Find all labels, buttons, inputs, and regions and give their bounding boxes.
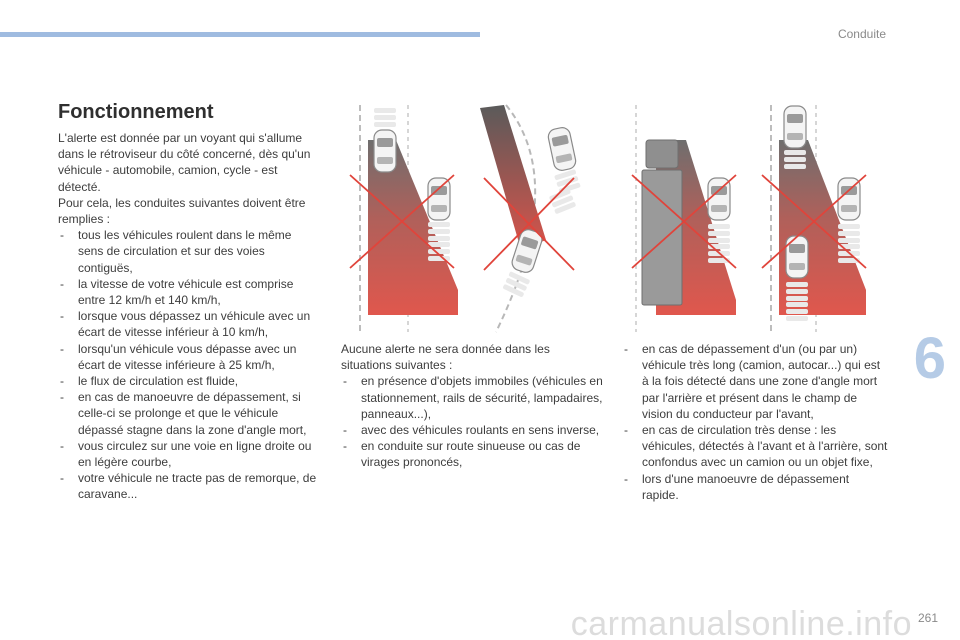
list-item: - en cas de dépassement d'un (ou par un) véhicule très long (camion, autocar...) qui est à la fois détecté dans une zone d'angle mort par l'arrière et présent dans le champ de vision du conducteur par l'avant, [622, 341, 888, 422]
blind-spot-illustrations [346, 100, 886, 335]
chapter-number: 6 [913, 326, 946, 391]
list-item: - en cas de manoeuvre de dépassement, si celle-ci se prolonge et que le véhicule dépassé stagne dans la zone d'angle mort, [58, 389, 320, 438]
column-no-alert-continued [622, 341, 888, 503]
scene-sinuous-road [480, 105, 581, 332]
list-item: - en conduite sur route sinueuse ou cas de virages prononcés, [341, 438, 603, 470]
list-item: - la vitesse de votre véhicule est comprise entre 12 km/h et 140 km/h, [58, 276, 320, 308]
conditions-list [58, 227, 320, 502]
no-alert-list [341, 373, 603, 470]
list-item: - le flux de circulation est fluide, [58, 373, 320, 389]
scene-immobile-objects [350, 105, 458, 332]
section-title: Conduite [837, 27, 886, 41]
list-item: - avec des véhicules roulants en sens inverse, [341, 422, 603, 438]
list-item: - lorsque vous dépassez un véhicule avec un écart de vitesse inférieur à 10 km/h, [58, 308, 320, 340]
intro-paragraph: L'alerte est donnée par un voyant qui s'allume dans le rétroviseur du côté concerné, dès qu'un véhicule - automobile, camion, cycle - est détecté. [58, 131, 311, 194]
list-item: - en cas de circulation très dense : les véhicules, détectés à l'avant et à l'arrière, sont confondus avec un camion ou un objet fixe, [622, 422, 888, 471]
scene-long-vehicle [632, 105, 736, 332]
header-accent-bar [0, 32, 480, 37]
list-item: - en présence d'objets immobiles (véhicules en stationnement, rails de sécurité, lampadaires, panneaux...), [341, 373, 603, 422]
list-item: - lorsqu'un véhicule vous dépasse avec un écart de vitesse inférieure à 25 km/h, [58, 341, 320, 373]
conditions-intro: Pour cela, les conduites suivantes doivent être remplies : [58, 195, 306, 227]
list-item: - vous circulez sur une voie en ligne droite ou en légère courbe, [58, 438, 320, 470]
column-no-alert [341, 341, 603, 471]
watermark: carmanualsonline.info [570, 605, 912, 640]
list-item: - votre véhicule ne tracte pas de remorque, de caravane... [58, 470, 320, 502]
page-number: 261 [917, 611, 938, 625]
column-operation [58, 130, 320, 503]
list-item: - tous les véhicules roulent dans le même sens de circulation et sur des voies contiguës, [58, 227, 320, 276]
list-item: - lors d'une manoeuvre de dépassement rapide. [622, 471, 888, 503]
no-alert-list-continued [622, 341, 888, 503]
page-title: Fonctionnement [58, 101, 214, 123]
scene-dense-traffic [762, 105, 866, 332]
no-alert-intro: Aucune alerte ne sera donnée dans les situations suivantes : [341, 342, 550, 373]
